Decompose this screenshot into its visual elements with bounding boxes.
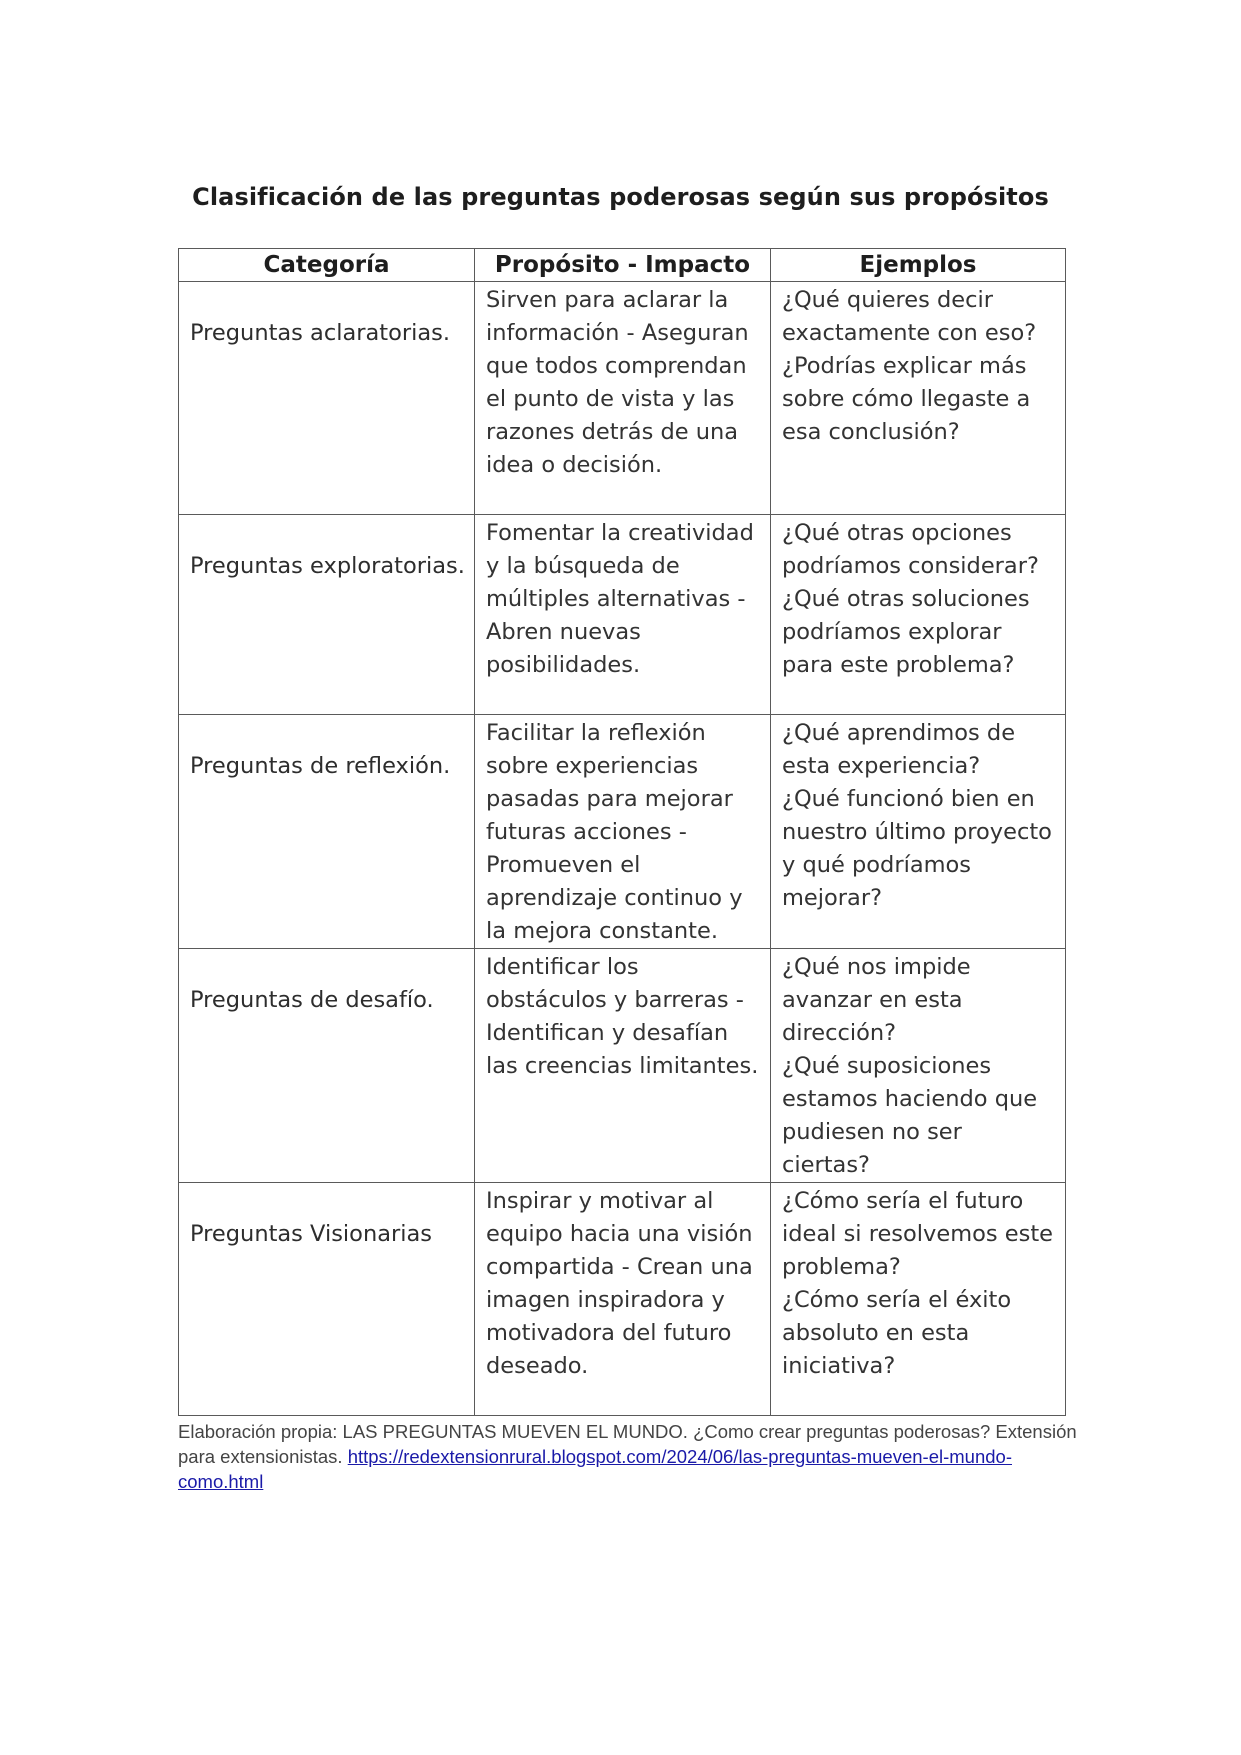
citation-text: Elaboración propia: LAS PREGUNTAS MUEVEN EL MUNDO. ¿Como crear preguntas poderosas? Extensión para extensionistas. xyxy=(178,1421,1077,1467)
example-question: ¿Qué nos impide avanzar en esta dirección? xyxy=(782,954,971,1046)
example-question: ¿Cómo sería el futuro ideal si resolvemos este problema? xyxy=(782,1188,1053,1280)
category-cell xyxy=(179,949,475,1183)
table-row xyxy=(179,949,1066,1183)
example-question: ¿Qué otras opciones podríamos considerar? xyxy=(782,520,1039,579)
table-row xyxy=(179,515,1066,715)
category-label: Preguntas exploratorias. xyxy=(190,553,465,579)
table-header-row xyxy=(179,249,1066,282)
example-question: ¿Cómo sería el éxito absoluto en esta iniciativa? xyxy=(782,1287,1012,1379)
example-question: ¿Qué quieres decir exactamente con eso? xyxy=(782,287,1037,346)
purpose-cell: Identificar los obstáculos y barreras - Identifican y desafían las creencias limitantes. xyxy=(475,949,771,1183)
category-label: Preguntas aclaratorias. xyxy=(190,320,451,346)
category-cell xyxy=(179,1183,475,1416)
category-label: Preguntas de reflexión. xyxy=(190,753,451,779)
table-row xyxy=(179,1183,1066,1416)
purpose-cell: Facilitar la reflexión sobre experiencias pasadas para mejorar futuras acciones - Promueven el aprendizaje continuo y la mejora constante. xyxy=(475,715,771,949)
example-question: ¿Qué funcionó bien en nuestro último proyecto y qué podríamos mejorar? xyxy=(782,786,1052,911)
source-citation xyxy=(178,1419,1078,1494)
examples-cell xyxy=(771,1183,1066,1416)
table-row xyxy=(179,715,1066,949)
examples-cell xyxy=(771,715,1066,949)
example-question: ¿Podrías explicar más sobre cómo llegaste a esa conclusión? xyxy=(782,353,1031,445)
column-header-examples: Ejemplos xyxy=(771,249,1066,282)
page-title: Clasificación de las preguntas poderosas según sus propósitos xyxy=(192,183,1049,211)
purpose-cell: Sirven para aclarar la información - Aseguran que todos comprendan el punto de vista y las razones detrás de una idea o decisión. xyxy=(475,282,771,515)
example-question: ¿Qué aprendimos de esta experiencia? xyxy=(782,720,1016,779)
category-cell xyxy=(179,515,475,715)
examples-cell xyxy=(771,282,1066,515)
purpose-cell: Fomentar la creatividad y la búsqueda de múltiples alternativas - Abren nuevas posibilidades. xyxy=(475,515,771,715)
purpose-cell: Inspirar y motivar al equipo hacia una visión compartida - Crean una imagen inspiradora y motivadora del futuro deseado. xyxy=(475,1183,771,1416)
table-row xyxy=(179,282,1066,515)
citation-link[interactable]: https://redextensionrural.blogspot.com/2024/06/las-preguntas-mueven-el-mundo-como.html xyxy=(178,1446,1012,1492)
category-cell xyxy=(179,715,475,949)
column-header-purpose: Propósito - Impacto xyxy=(475,249,771,282)
category-label: Preguntas Visionarias xyxy=(190,1221,433,1247)
examples-cell xyxy=(771,949,1066,1183)
category-label: Preguntas de desafío. xyxy=(190,987,434,1013)
examples-cell xyxy=(771,515,1066,715)
classification-table xyxy=(178,248,1066,1416)
example-question: ¿Qué suposiciones estamos haciendo que pudiesen no ser ciertas? xyxy=(782,1053,1038,1178)
column-header-category: Categoría xyxy=(179,249,475,282)
example-question: ¿Qué otras soluciones podríamos explorar para este problema? xyxy=(782,586,1030,678)
category-cell xyxy=(179,282,475,515)
